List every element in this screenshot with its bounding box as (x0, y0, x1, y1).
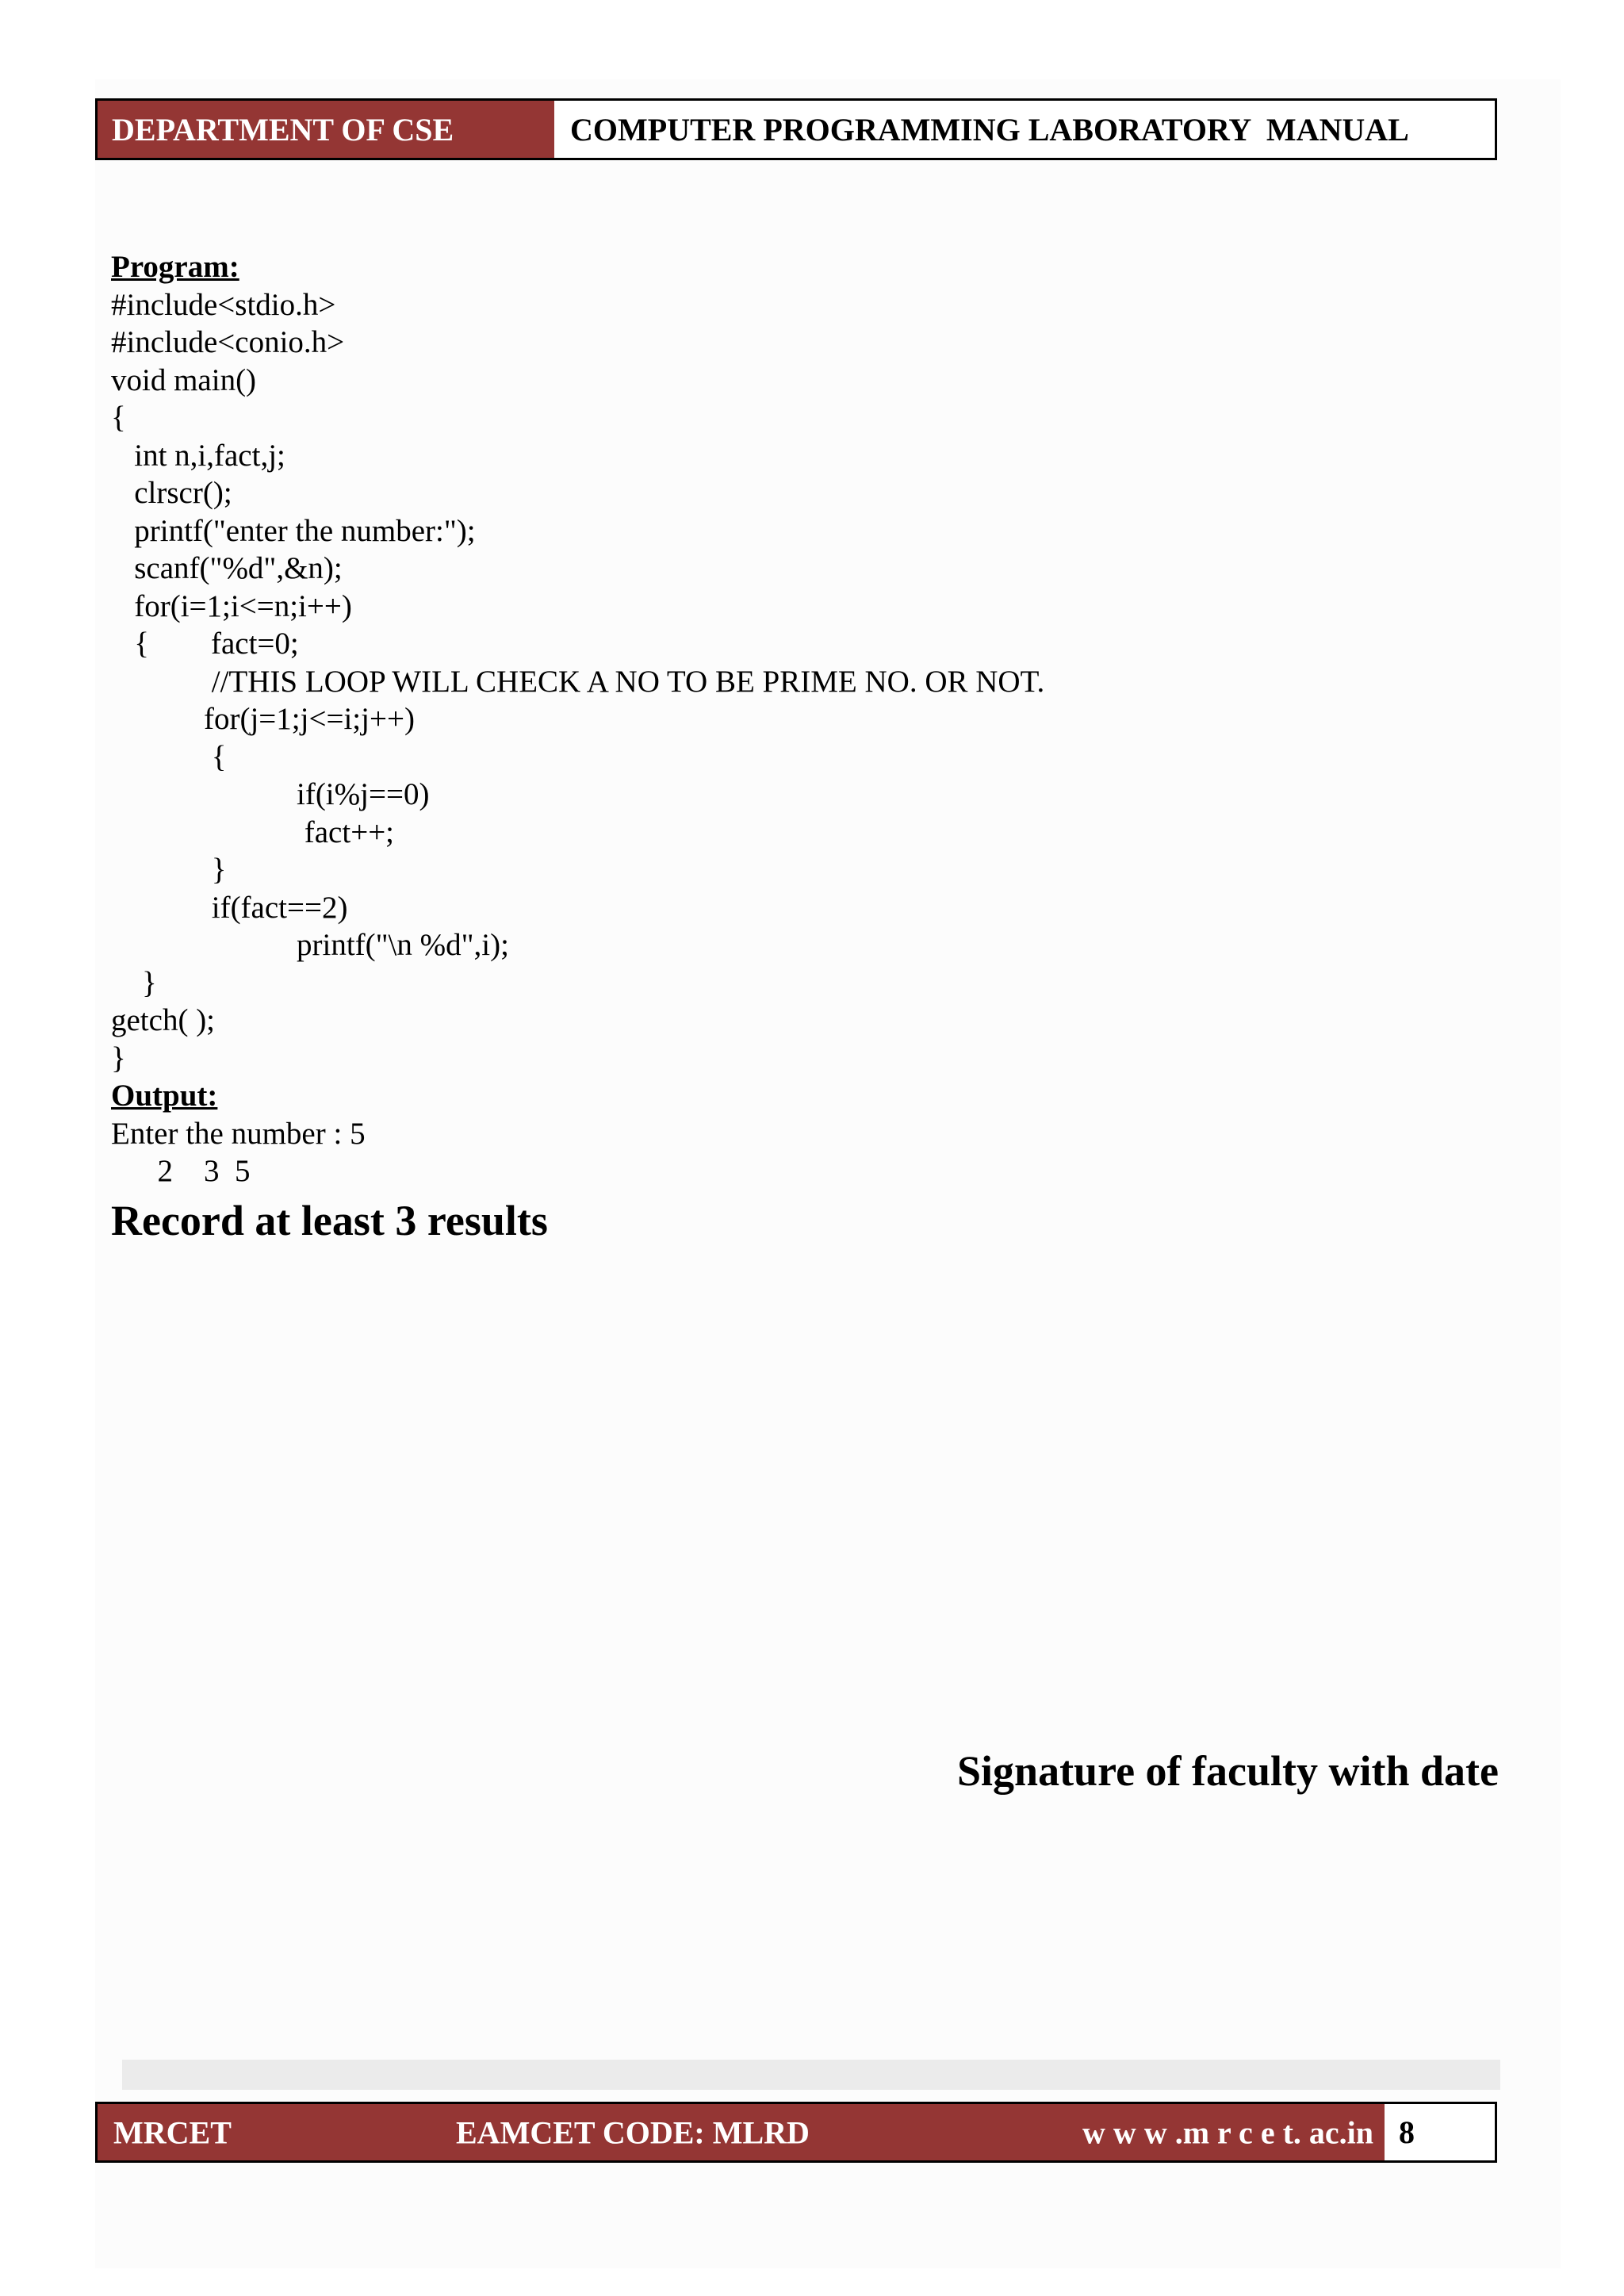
manual-title: COMPUTER PROGRAMMING LABORATORY MANUAL (554, 101, 1495, 158)
code-line: for(j=1;j<=i;j++) (111, 702, 415, 736)
website-link: w w w .m r c e t. ac.in (1082, 2114, 1373, 2150)
code-line: printf("\n %d",i); (111, 928, 509, 962)
code-line: if(fact==2) (111, 890, 348, 925)
output-label: Output: (111, 1079, 218, 1113)
code-line: if(i%j==0) (111, 777, 430, 811)
footer-info (98, 2104, 1385, 2160)
code-line: #include<conio.h> (111, 325, 345, 359)
code-line: { fact=0; (111, 627, 299, 661)
output-line: Enter the number : 5 (111, 1116, 366, 1151)
eamcet-code: EAMCET CODE: MLRD (456, 2114, 810, 2150)
department-label: DEPARTMENT OF CSE (98, 101, 554, 158)
code-line: getch( ); (111, 1003, 216, 1037)
college-name: MRCET (113, 2114, 232, 2150)
code-line: scanf("%d",&n); (111, 551, 343, 585)
code-line: clrscr(); (111, 476, 232, 510)
code-line: #include<stdio.h> (111, 287, 336, 322)
page-header (95, 98, 1497, 160)
code-line: } (111, 965, 157, 1000)
code-line: } (111, 853, 227, 887)
footer-band (122, 2060, 1500, 2090)
record-heading: Record at least 3 results (111, 1197, 548, 1244)
code-line: { (111, 401, 126, 435)
code-line: int n,i,fact,j; (111, 438, 285, 473)
signature-label: Signature of faculty with date (957, 1747, 1499, 1795)
output-line: 2 3 5 (111, 1154, 251, 1188)
code-line: //THIS LOOP WILL CHECK A NO TO BE PRIME NO. OR NOT. (111, 664, 1045, 699)
document-body (111, 248, 1507, 1190)
page-footer (95, 2102, 1497, 2163)
code-line: fact++; (111, 815, 395, 849)
code-line: printf("enter the number:"); (111, 513, 476, 548)
code-line: { (111, 739, 227, 774)
page-number: 8 (1385, 2104, 1495, 2160)
code-line: for(i=1;i<=n;i++) (111, 588, 352, 623)
program-label: Program: (111, 250, 239, 284)
code-line: } (111, 1041, 126, 1075)
code-line: void main() (111, 362, 257, 397)
